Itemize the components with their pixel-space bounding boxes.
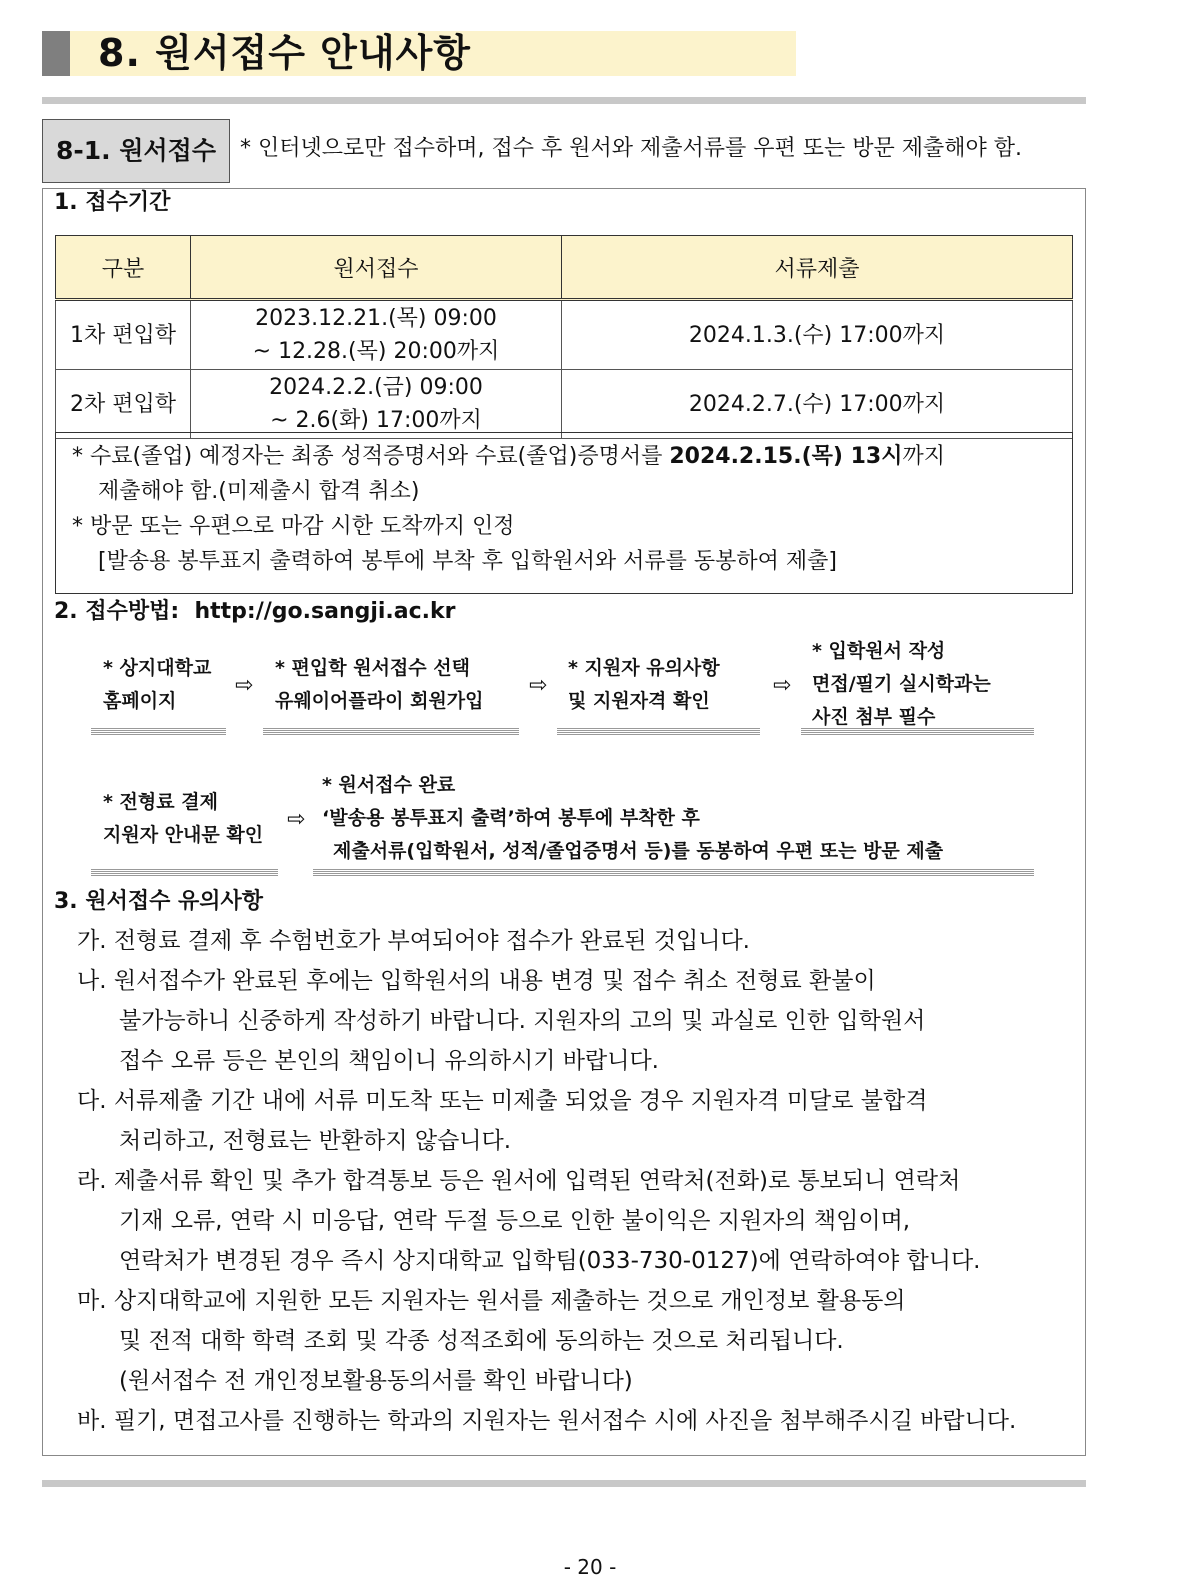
flow-underline	[91, 869, 278, 876]
apply-cell	[191, 370, 562, 439]
flow-step-register: * 편입학 원서접수 선택 유웨이어플라이 회원가입	[275, 657, 484, 712]
caution-line: 바. 필기, 면접고사를 진행하는 학과의 지원자는 원서접수 시에 사진을 첨부해주시길 바랍니다.	[77, 1408, 1017, 1434]
flow-step-complete: * 원서접수 완료 ‘발송용 봉투표지 출력’하여 봉투에 부착한 후 제출서류(입학원서, 성적/졸업증명서 등)를 동봉하여 우편 또는 방문 제출	[322, 774, 944, 862]
caution-line: 마. 상지대학교에 지원한 모든 지원자는 원서를 제출하는 것으로 개인정보 활용동의	[77, 1288, 906, 1314]
flow-step-homepage: * 상지대학교 홈페이지	[103, 657, 212, 712]
table-row	[56, 370, 1073, 439]
flow-underline	[91, 728, 226, 735]
caution-line: 기재 오류, 연락 시 미응답, 연락 두절 등으로 인한 불이익은 지원자의 책임이며,	[119, 1208, 911, 1234]
flow-underline	[557, 728, 760, 735]
page-title: 8. 원서접수 안내사항	[98, 31, 471, 75]
period-notes	[55, 432, 1073, 594]
docs-cell: 2024.1.3.(수) 17:00까지	[562, 300, 1073, 370]
caution-line: 불가능하니 신중하게 작성하기 바랍니다. 지원자의 고의 및 과실로 인한 입학원서	[119, 1008, 926, 1034]
caution-line: 연락처가 변경된 경우 즉시 상지대학교 입학팀(033-730-0127)에 연락하여야 합니다.	[119, 1248, 981, 1274]
arrow-right-icon: ⇨	[235, 673, 254, 698]
flow-underline	[801, 728, 1034, 735]
period-heading: 1. 접수기간	[54, 190, 171, 215]
caution-line: 다. 서류제출 기간 내에 서류 미도착 또는 미제출 되었을 경우 지원자격 미달로 불합격	[77, 1088, 928, 1114]
note-line: [발송용 봉투표지 출력하여 봉투에 부착 후 입학원서와 서류를 동봉하여 제출]	[98, 549, 837, 574]
top-divider	[42, 97, 1086, 104]
flow-step-form: * 입학원서 작성 면접/필기 실시학과는 사진 첨부 필수	[812, 640, 991, 728]
section-label: 8-1. 원서접수	[42, 119, 230, 183]
apply-end: ~ 12.28.(목) 20:00까지	[252, 339, 500, 364]
bottom-divider	[42, 1480, 1086, 1487]
docs-cell: 2024.2.7.(수) 17:00까지	[562, 370, 1073, 439]
period-table	[55, 235, 1073, 439]
arrow-right-icon: ⇨	[529, 673, 548, 698]
arrow-right-icon: ⇨	[287, 807, 306, 832]
table-header-row	[56, 236, 1073, 300]
cautions-list	[77, 921, 1067, 1441]
column-header: 구분	[56, 236, 191, 300]
apply-cell	[191, 300, 562, 370]
caution-line: 라. 제출서류 확인 및 추가 합격통보 등은 원서에 입력된 연락처(전화)로 통보되니 연락처	[77, 1168, 961, 1194]
round-cell: 1차 편입학	[56, 300, 191, 370]
note-line: * 수료(졸업) 예정자는 최종 성적증명서와 수료(졸업)증명서를 2024.2.15.(목) 13시까지	[72, 444, 945, 469]
apply-start: 2024.2.2.(금) 09:00	[269, 375, 483, 400]
flow-underline	[313, 869, 1034, 876]
page-number: - 20 -	[563, 1555, 617, 1579]
section-note: * 인터넷으로만 접수하며, 접수 후 원서와 제출서류를 우편 또는 방문 제출해야 함.	[240, 136, 1022, 161]
caution-line: 나. 원서접수가 완료된 후에는 입학원서의 내용 변경 및 접수 취소 전형료 환불이	[77, 968, 876, 994]
table-row	[56, 300, 1073, 370]
apply-end: ~ 2.6(화) 17:00까지	[270, 408, 482, 433]
arrow-right-icon: ⇨	[773, 673, 792, 698]
apply-start: 2023.12.21.(목) 09:00	[255, 306, 497, 331]
caution-line: 처리하고, 전형료는 반환하지 않습니다.	[119, 1128, 512, 1154]
caution-line: 가. 전형료 결제 후 수험번호가 부여되어야 접수가 완료된 것입니다.	[77, 928, 750, 954]
flow-step-check: * 지원자 유의사항 및 지원자격 확인	[568, 657, 720, 712]
column-header: 원서접수	[191, 236, 562, 300]
caution-line: (원서접수 전 개인정보활용동의서를 확인 바랍니다)	[119, 1368, 633, 1394]
method-heading: 2. 접수방법: http://go.sangji.ac.kr	[54, 599, 456, 624]
caution-line: 접수 오류 등은 본인의 책임이니 유의하시기 바랍니다.	[119, 1048, 659, 1074]
note-line: 제출해야 함.(미제출시 합격 취소)	[98, 479, 420, 504]
title-marker	[42, 31, 70, 76]
note-line: * 방문 또는 우편으로 마감 시한 도착까지 인정	[72, 514, 515, 539]
method-url[interactable]: http://go.sangji.ac.kr	[194, 599, 456, 624]
column-header: 서류제출	[562, 236, 1073, 300]
flow-step-payment: * 전형료 결제 지원자 안내문 확인	[103, 791, 264, 846]
cautions-heading: 3. 원서접수 유의사항	[54, 889, 263, 914]
round-cell: 2차 편입학	[56, 370, 191, 439]
flow-underline	[263, 728, 519, 735]
caution-line: 및 전적 대학 학력 조회 및 각종 성적조회에 동의하는 것으로 처리됩니다.	[119, 1328, 844, 1354]
